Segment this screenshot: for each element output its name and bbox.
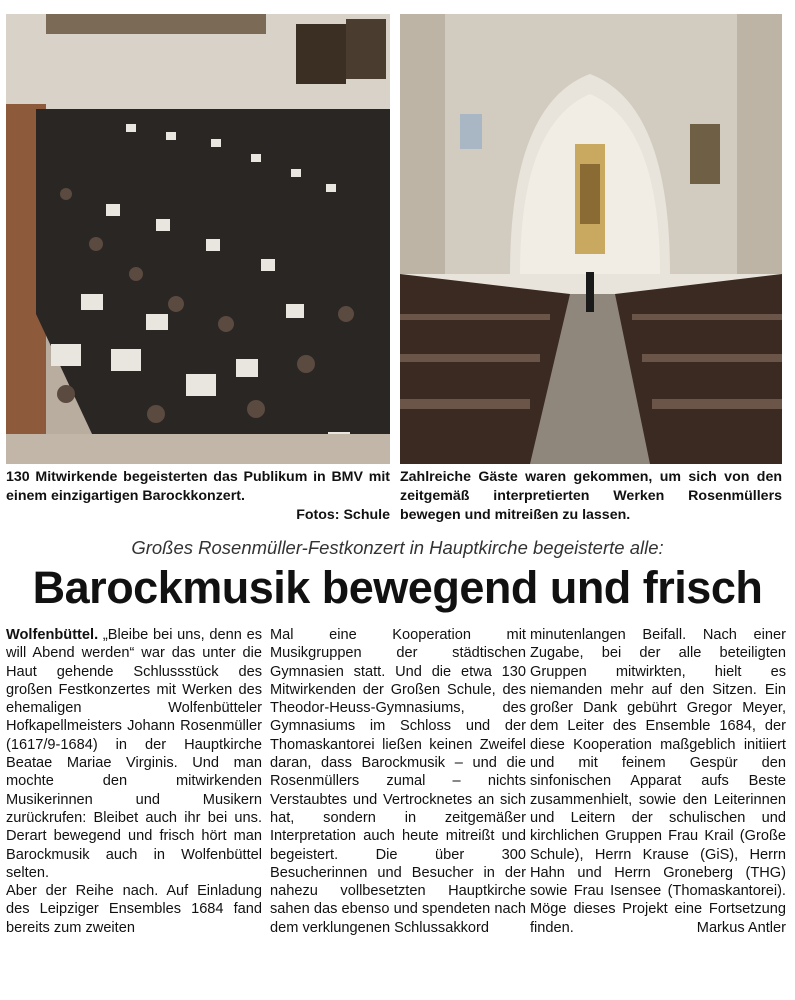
article-column-3 [530,626,786,937]
church-nave-photo [400,14,782,464]
article-column-2 [270,626,526,937]
church-nave-illustration [400,14,782,464]
article-kicker: Großes Rosenmüller-Festkonzert in Hauptkirche begeisterte alle: [131,537,664,558]
orchestra-choir-photo [6,14,390,464]
article-paragraph-1-text: „Bleibe bei uns, denn es will Abend werden“ war das unter die Haut gehende Schlussstück des großen Festkonzertes mit Werken des ehemaligen Wolfenbütteler Hofkapellmeisters Johann Rosenmüller (1617/9-1684) in der Hauptkirche Beatae Mariae Virginis. Und man mochte den mitwirkenden Musikerinnen und Musikern zurückrufen: Bleibet auch ihr bei uns. Derart bewegend und frisch hört man Barockmusik auch in Wolfenbüttel selten. [6,627,262,881]
article-author: Markus Antler [696,919,786,936]
caption-text-left: 130 Mitwirkende begeisterten das Publikum in BMV mit einem einzigartigen Barockkonzert. [6,469,390,504]
photo-caption-right: Zahlreiche Gäste waren gekommen, um sich von den zeitgemäß interpretierten Werken Rosenmüllers bewegen und mitreißen zu lassen. [400,469,782,523]
photo-caption-left [6,468,390,525]
photo-credit: Fotos: Schule [296,507,390,523]
article-column-3-text: minutenlangen Beifall. Nach einer Zugabe, bei der alle beteiligten Gruppen mitwirkten, hielt es niemanden mehr auf den Sitzen. Ein großer Dank gebührt Gregor Meyer, dem Leiter des Ensemble 1684, der diese Kooperation maßgeblich initiiert und mit feinem Gespür den sinfonischen Apparat aufs Beste zusammenhielt, sowie den Leiterinnen und Leitern der schulischen und kirchlichen Gruppen Frau Krail (Große Schule), Herrn Krause (GiS), Herrn Hahn und Herrn Groneberg (THG) sowie Frau Isensee (Thomaskantorei). Möge dieses Projekt eine Fortsetzung finden. [530,627,786,936]
article-column-2-text: Mal eine Kooperation mit Musikgruppen der städtischen Gymnasien statt. Und die etwa 130 Mitwirkenden der Großen Schule, des Theodor-Heuss-Gymnasiums, des Gymnasiums im Schloss und der Thomaskantorei ließen keinen Zweifel daran, dass Barockmusik – und die Rosenmüllers zumal – nichts Verstaubtes und Vertrocknetes an sich hat, sondern in zeitgemäßer Interpretation auch heute mitreißt und begeistert. Die über 300 Besucherinnen und Besucher in der nahezu vollbesetzten Hauptkirche sahen das ebenso und spendeten nach dem verklungenen Schlussakkord [270,627,526,936]
orchestra-choir-illustration [6,14,390,464]
article-paragraph-2: Aber der Reihe nach. Auf Einladung des Leipziger Ensembles 1684 fand bereits zum zweiten [6,883,262,936]
article-headline: Barockmusik bewegend und frisch [32,562,763,613]
article-column-1 [6,626,262,937]
article-paragraph-1 [6,626,262,882]
article-dateline: Wolfenbüttel. [6,627,99,643]
